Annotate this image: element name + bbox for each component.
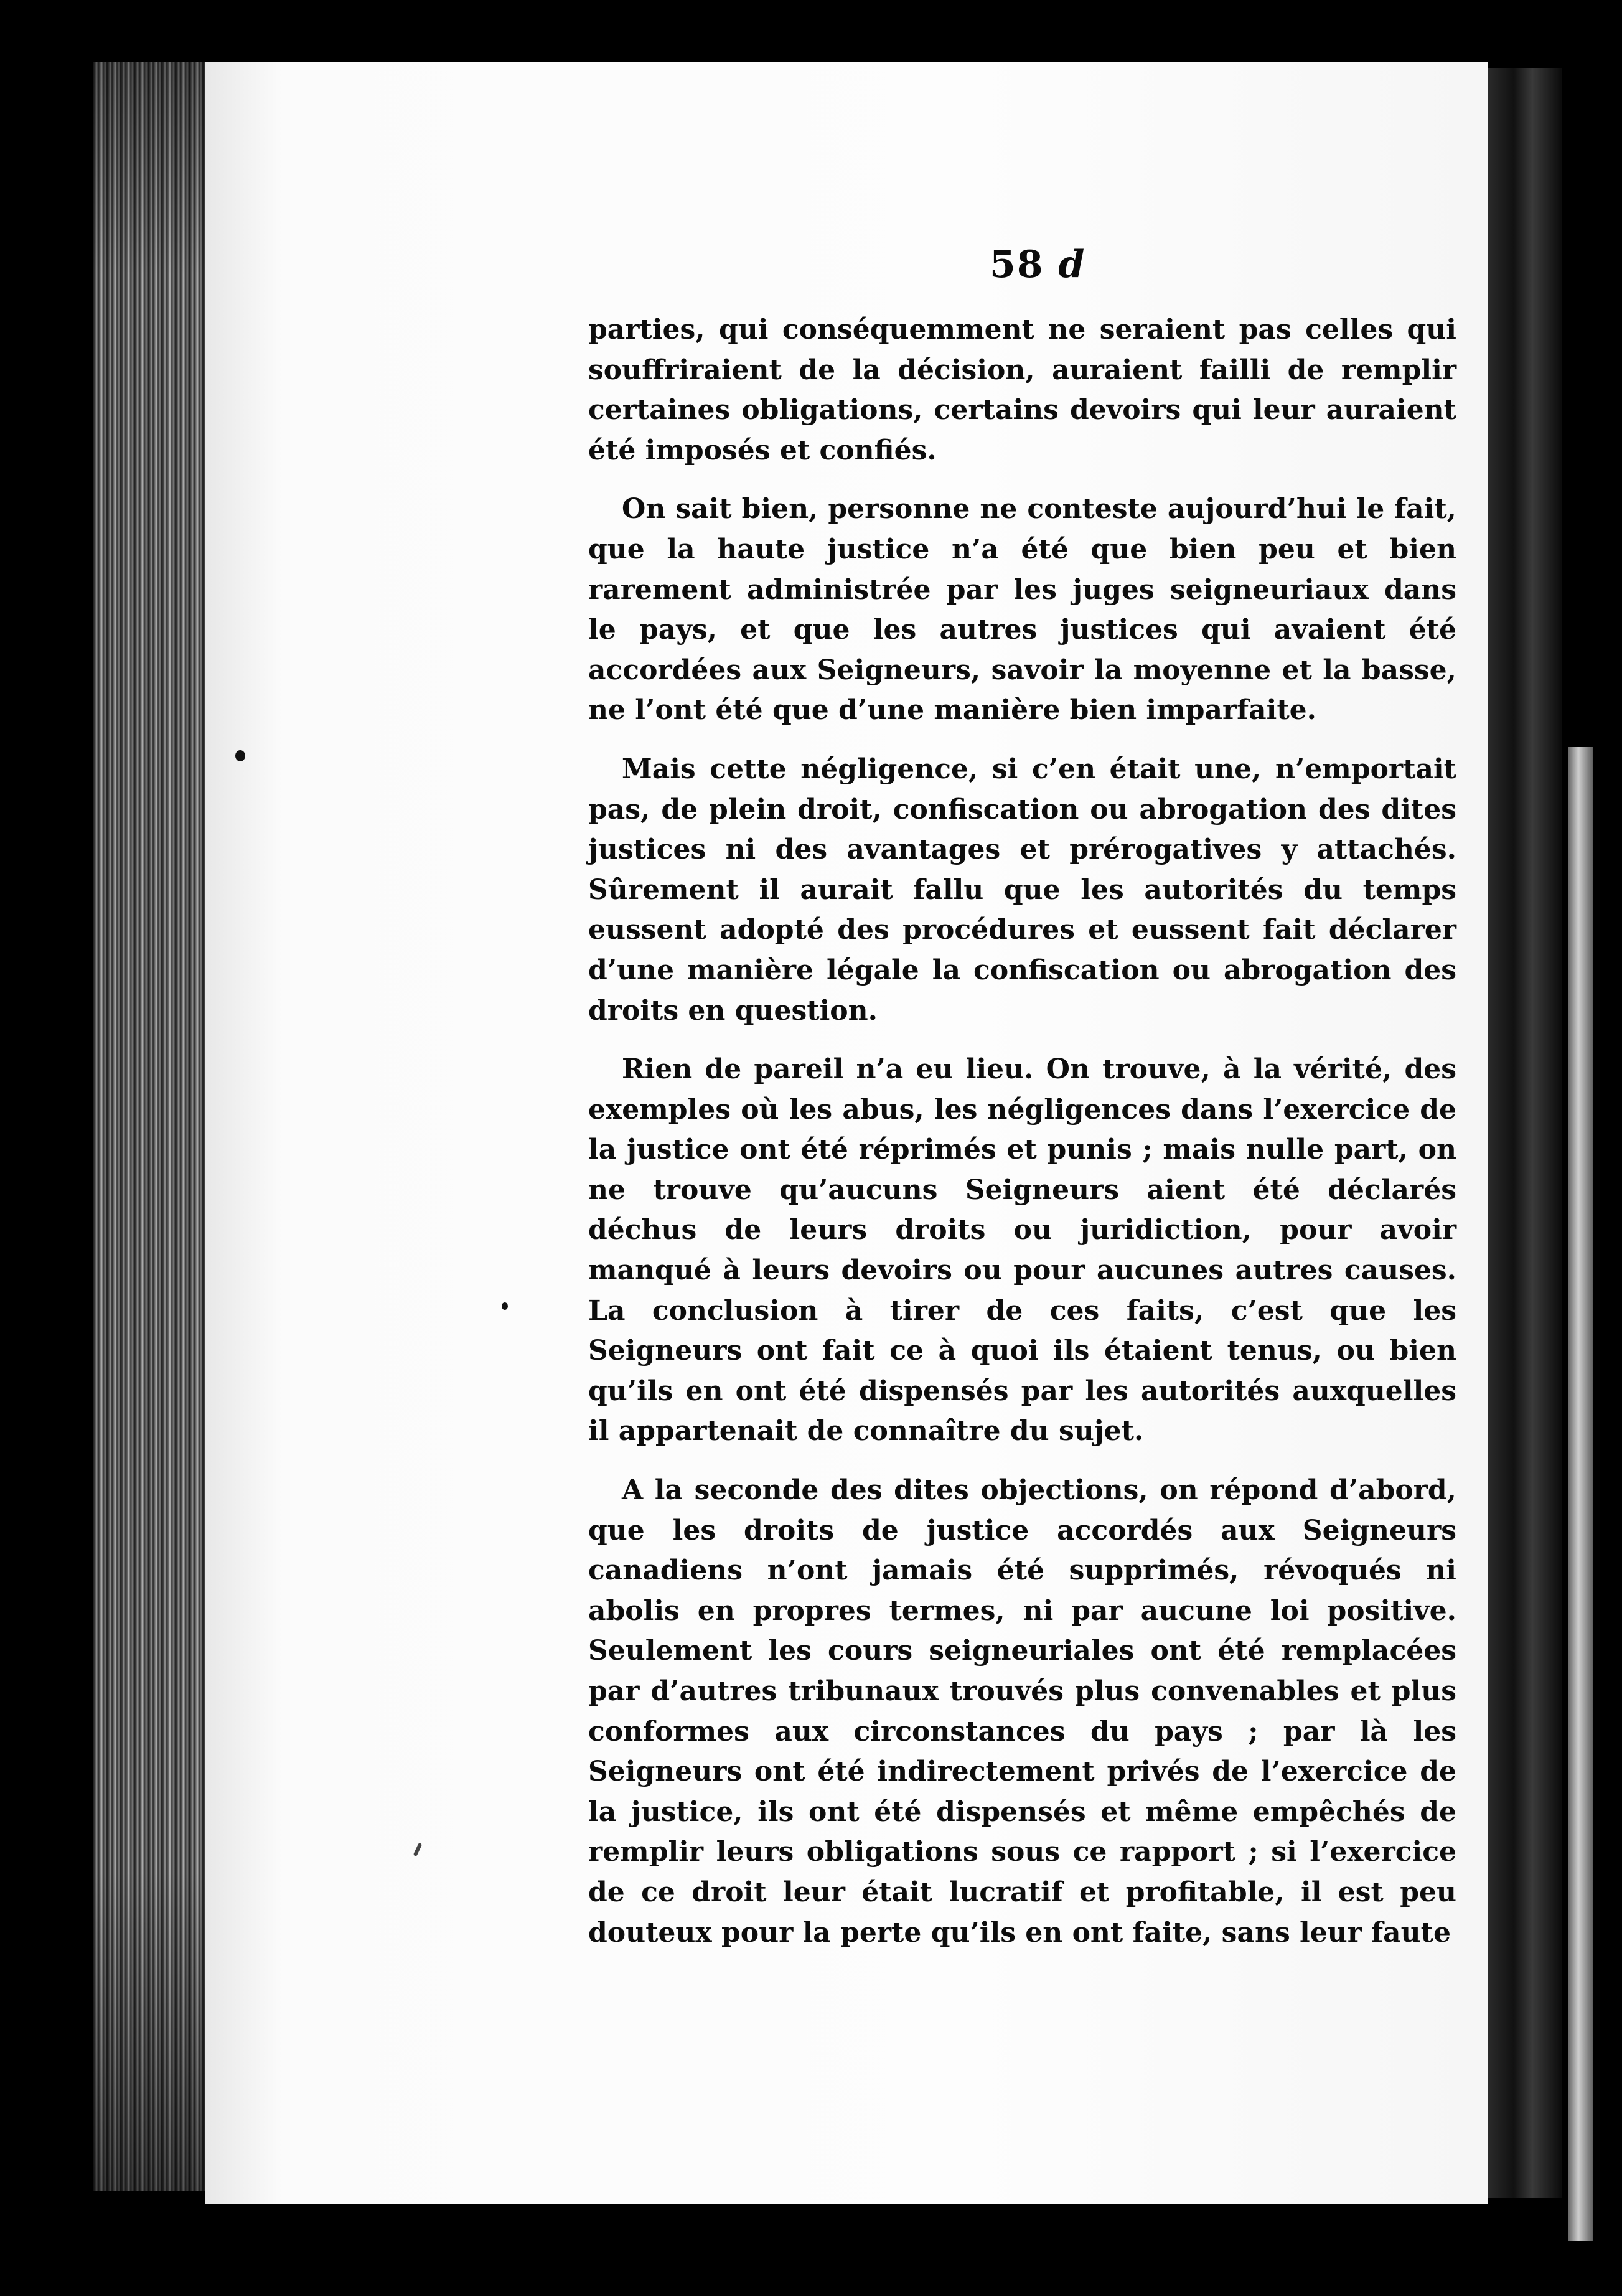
paragraph-4: Rien de pareil n’a eu lieu. On trouve, à la vérité, des exemples où les abus, les négligences dans l’exercice de la justice ont été réprimés et punis ; mais nulle part, on ne trouve qu’aucuns Seigneurs aient été déclarés déchus de leurs droits ou juridiction, pour avoir manqué à leurs devoirs ou pour aucunes autres causes. La conclusion à tirer de ces faits, c’est que les Seigneurs ont fait ce à quoi ils étaient tenus, ou bien qu’ils en ont été dispensés par les autorités auxquelles il appartenait de connaître du sujet. — [588, 1053, 1456, 1447]
binding-shadow — [1488, 68, 1562, 2198]
page-number-suffix: d — [1058, 243, 1086, 286]
body-text — [588, 310, 1456, 1953]
paragraph-1: parties, qui conséquemment ne seraient pas celles qui souffriraient de la décision, auraient failli de remplir certaines obligations, certains devoirs qui leur auraient été imposés et confiés. — [588, 314, 1456, 466]
ink-speck — [235, 750, 245, 761]
next-page-edge — [1568, 747, 1593, 2241]
paragraph-5: A la seconde des dites objections, on répond d’abord, que les droits de justice accordés aux Seigneurs canadiens n’ont jamais été supprimés, révoqués ni abolis en propres termes, ni par aucune loi positive. Seulement les cours seigneuriales ont été remplacées par d’autres tribunaux trouvés plus convenables et plus conformes aux circonstances du pays ; par là les Seigneurs ont été indirectement privés de l’exercice de la justice, ils ont été dispensés et même empêchés de remplir leurs obligations sous ce rapport ; si l’exercice de ce droit leur était lucratif et profitable, il est peu douteux pour la perte qu’ils en ont faite, sans leur faute — [588, 1474, 1456, 1949]
page-number — [990, 243, 1085, 286]
page-number-value: 58 — [990, 243, 1044, 286]
paragraph-2: On sait bien, personne ne conteste aujourd’hui le fait, que la haute justice n’a été que bien peu et bien rarement administrée par les juges seigneuriaux dans le pays, et que les autres justices qui avaient été accordées aux Seigneurs, savoir la moyenne et la basse, ne l’ont été que d’une manière bien imparfaite. — [588, 493, 1456, 727]
paragraph-3: Mais cette négligence, si c’en était une, n’emportait pas, de plein droit, confiscation ou abrogation des dites justices ni des avantages et prérogatives y attachés. Sûrement il aurait fallu que les autorités du temps eussent adopté des procédures et eussent fait déclarer d’une manière légale la confiscation ou abrogation des droits en question. — [588, 753, 1456, 1027]
stacked-page-edges — [93, 62, 212, 2191]
ink-speck — [502, 1302, 508, 1310]
